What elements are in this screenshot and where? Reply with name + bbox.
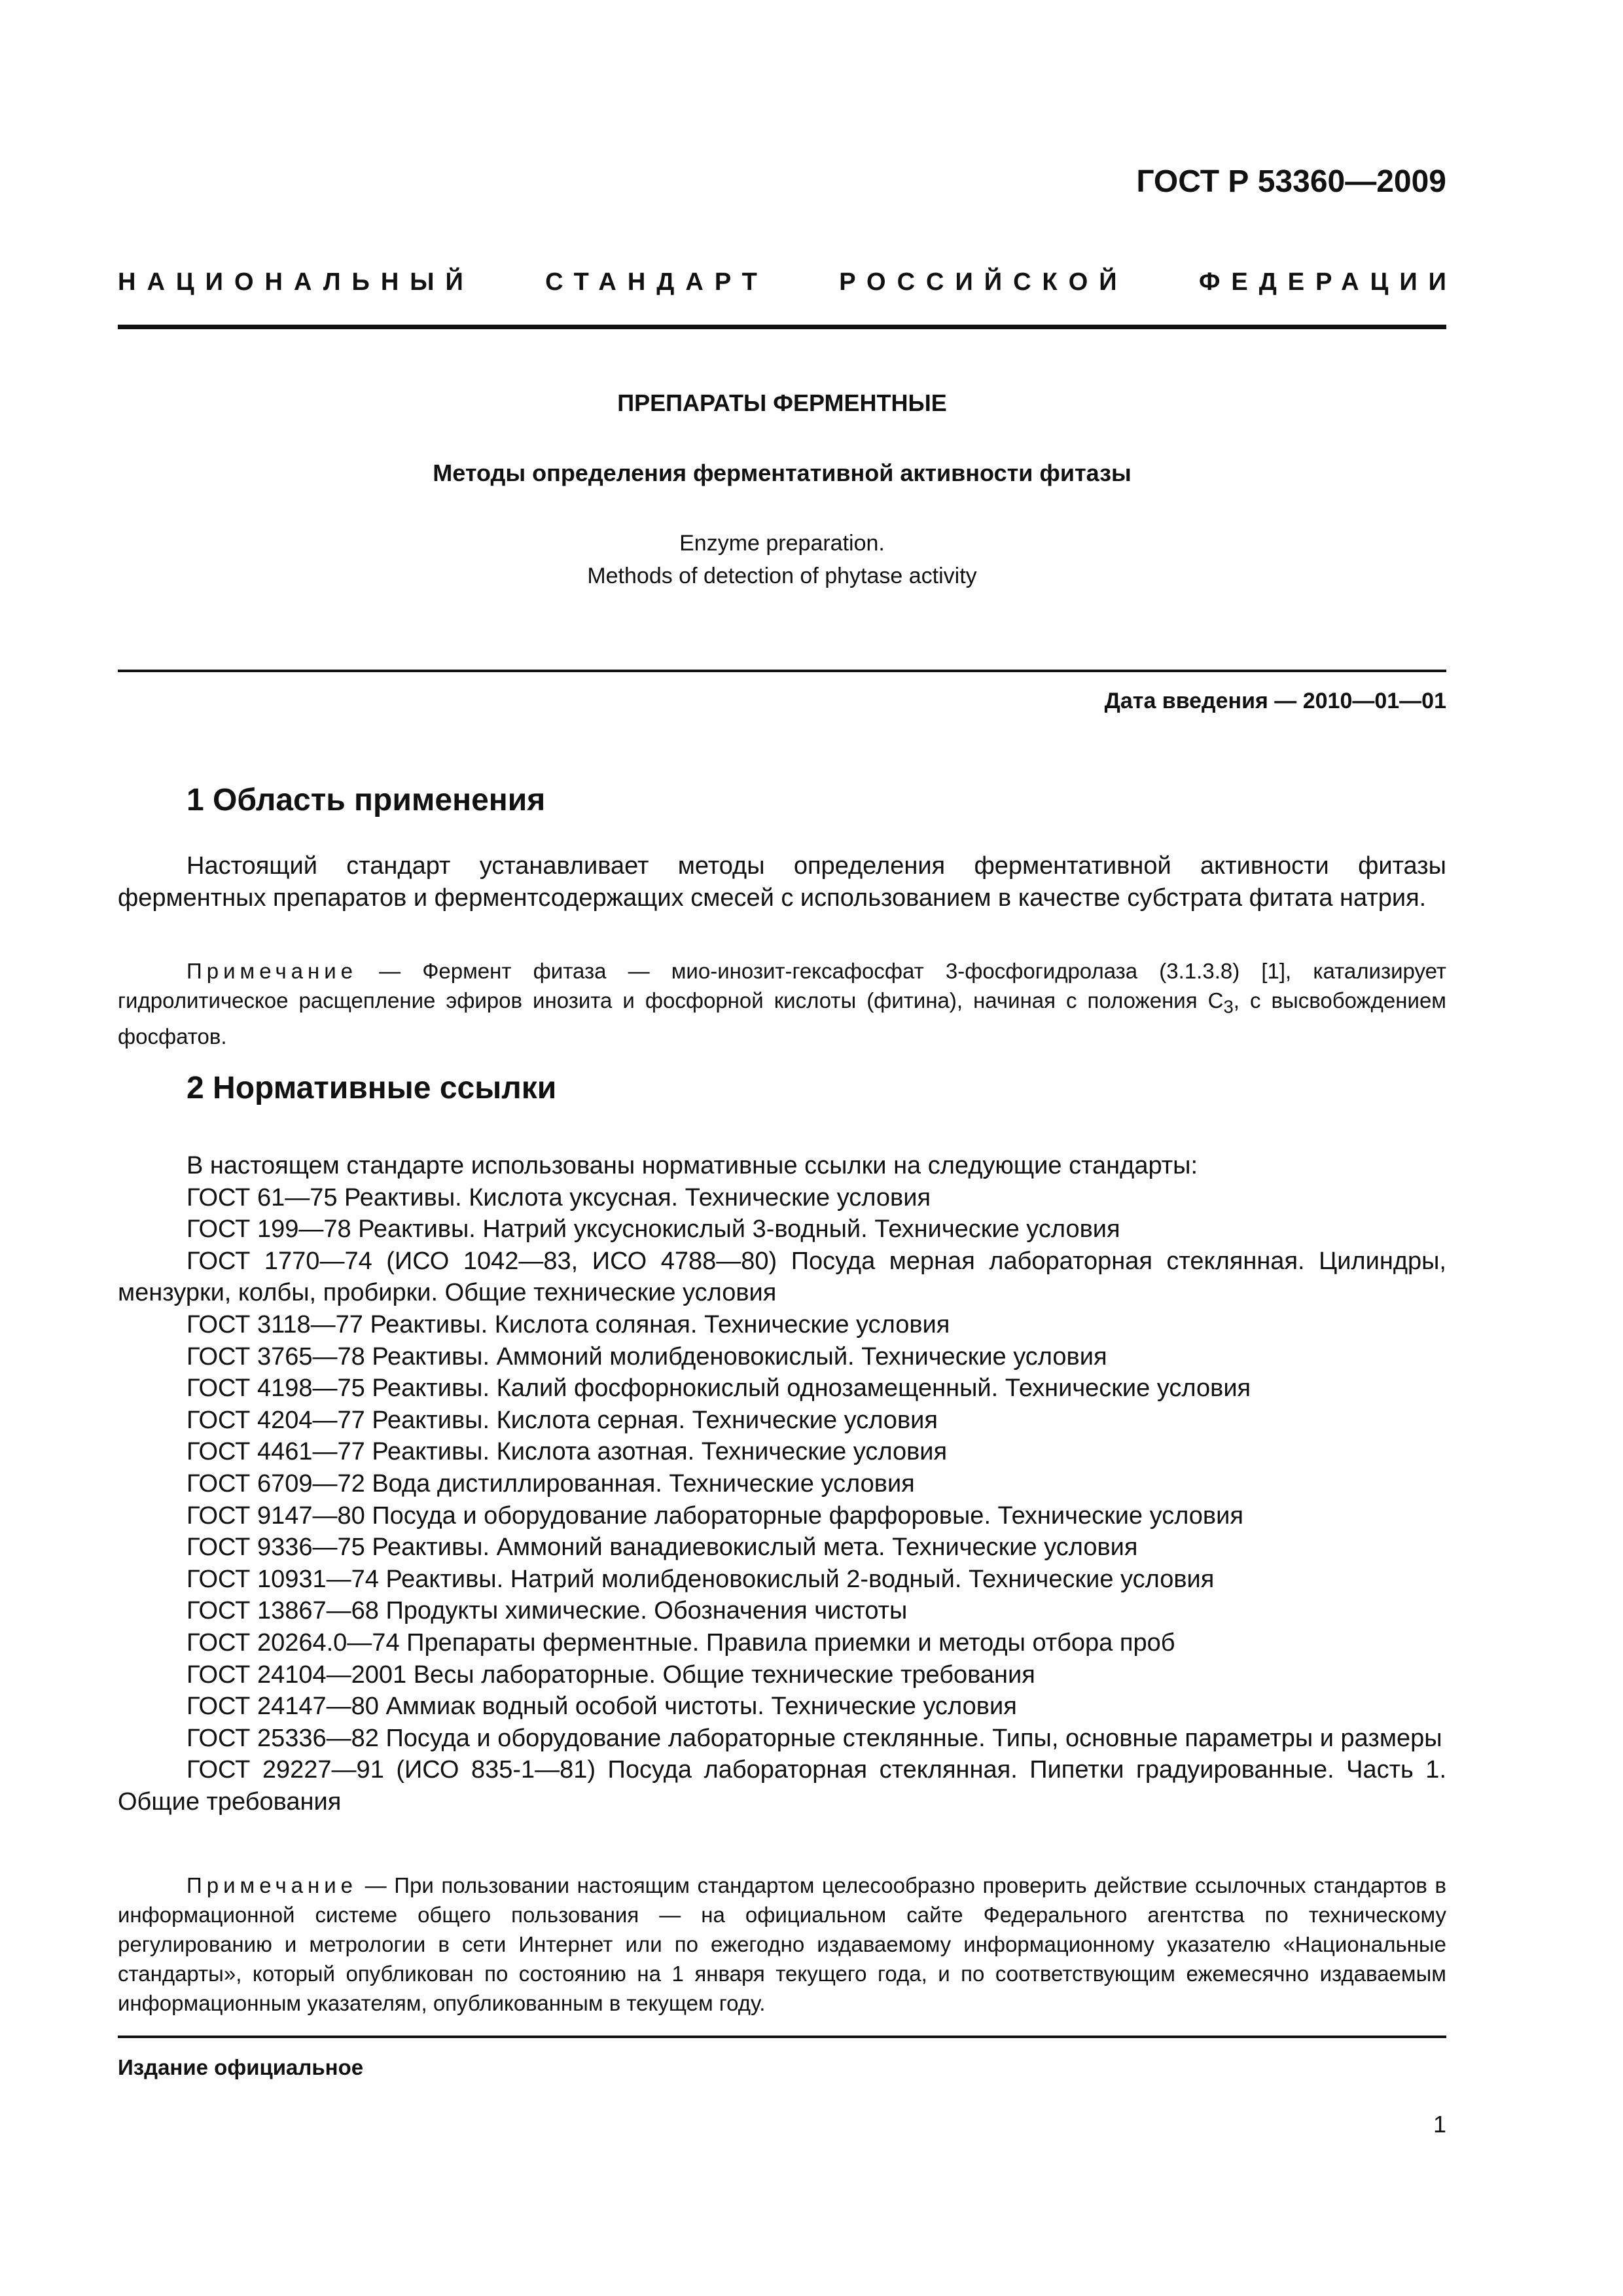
reference-item [118,1595,1446,1627]
reference-item [118,1627,1446,1659]
reference-item [118,1309,1446,1341]
reference-item [118,1659,1446,1691]
banner-word: РОССИЙСКОЙ [839,268,1128,296]
reference-code: ГОСТ 3118—77 [187,1310,363,1338]
english-title-line: Methods of detection of phytase activity [587,564,977,588]
reference-code: ГОСТ 4461—77 [187,1438,365,1466]
reference-title: Реактивы. Кислота серная. Технические условия [365,1406,938,1434]
footer-divider [118,2036,1446,2038]
reference-title: Вода дистиллированная. Технические условия [365,1469,915,1498]
reference-code: ГОСТ 6709—72 [187,1469,365,1498]
reference-item [118,1468,1446,1500]
reference-code: ГОСТ 24147—80 [187,1693,379,1721]
reference-title: Реактивы. Кислота азотная. Технические условия [365,1438,948,1466]
reference-code: ГОСТ 3765—78 [187,1342,365,1371]
reference-title: Реактивы. Аммоний ванадиевокислый мета. Технические условия [365,1534,1138,1562]
reference-title: Препараты ферментные. Правила приемки и методы отбора проб [399,1628,1175,1657]
reference-title: Реактивы. Кислота уксусная. Технические условия [337,1183,931,1211]
banner-word: СТАНДАРТ [545,268,768,296]
reference-title: Реактивы. Натрий молибденовокислый 2-водный. Технические условия [378,1565,1215,1593]
banner-word: ФЕДЕРАЦИИ [1198,268,1457,296]
section-2-heading: 2 Нормативные ссылки [187,1071,557,1105]
subscript: 3 [1223,996,1234,1017]
reference-item [118,1182,1446,1214]
reference-title: Реактивы. Калий фосфорнокислый однозамещенный. Технические условия [365,1374,1251,1403]
header-divider [118,325,1446,329]
reference-item [118,1723,1446,1755]
introduction-date: Дата введения — 2010—01—01 [1104,689,1446,713]
document-number: ГОСТ Р 53360—2009 [1136,164,1446,199]
banner-word: НАЦИОНАЛЬНЫЙ [118,268,474,296]
scope-note [118,956,1446,1051]
reference-title: Реактивы. Аммоний молибденовокислый. Технические условия [365,1342,1107,1371]
page-number: 1 [1433,2111,1446,2138]
reference-code: ГОСТ 25336—82 [187,1724,379,1752]
references-note [118,1871,1446,2018]
reference-code: ГОСТ 20264.0—74 [187,1628,400,1657]
reference-title: Реактивы. Натрий уксуснокислый 3-водный. Технические условия [351,1215,1120,1244]
reference-code: ГОСТ 24104—2001 [187,1660,407,1689]
reference-code: ГОСТ 9336—75 [187,1534,365,1562]
references-intro: В настоящем стандарте использованы нормативные ссылки на следующие стандарты: [187,1152,1198,1179]
section-1-heading: 1 Область применения [187,783,546,817]
reference-title: Реактивы. Кислота соляная. Технические условия [363,1310,950,1338]
reference-item [118,1213,1446,1246]
title-divider [118,670,1446,672]
note-text: , с высвобождением фосфатов. [118,988,1446,1049]
note-text: — Фермент фитаза — мио-инозит-гексафосфат 3-фосфогидролаза (3.1.3.8) [1], катализирует гидролитическое расщепление эфиров инозита и фосфорной кислоты (фитина), начиная с положения С [118,959,1446,1013]
reference-title: (ИСО 835-1—81) Посуда лабораторная стеклянная. Пипетки градуированные. Часть 1. Общие требования [118,1756,1446,1816]
reference-code: ГОСТ 1770—74 [187,1247,372,1275]
reference-item [118,1691,1446,1723]
reference-code: ГОСТ 10931—74 [187,1565,379,1593]
reference-item [118,1754,1446,1818]
reference-item [118,1372,1446,1405]
english-title-line: Enzyme preparation. [679,531,885,556]
reference-code: ГОСТ 4204—77 [187,1406,365,1434]
reference-item [118,1246,1446,1309]
reference-code: ГОСТ 13867—68 [187,1597,379,1625]
reference-title: (ИСО 1042—83, ИСО 4788—80) Посуда мерная лабораторная стеклянная. Цилиндры, мензурки, колбы, пробирки. Общие технические условия [118,1247,1446,1307]
document-title: ПРЕПАРАТЫ ФЕРМЕНТНЫЕ [617,389,947,416]
reference-title: Весы лабораторные. Общие технические требования [406,1660,1035,1689]
reference-item [118,1341,1446,1373]
note-label: Примечание [187,959,358,983]
national-standard-banner [118,268,1457,296]
reference-item [118,1532,1446,1564]
reference-item [118,1436,1446,1468]
reference-item [118,1564,1446,1596]
note-label: Примечание [187,1873,358,1897]
reference-code: ГОСТ 29227—91 [187,1756,384,1784]
references-list [118,1150,1446,1818]
reference-title: Аммиак водный особой чистоты. Технические условия [378,1693,1017,1721]
reference-title: Продукты химические. Обозначения чистоты [378,1597,908,1625]
reference-title: Посуда и оборудование лабораторные стеклянные. Типы, основные параметры и размеры [378,1724,1442,1752]
scope-paragraph: Настоящий стандарт устанавливает методы определения ферментативной активности фитазы ферментных препаратов и ферментсодержащих смесей с использованием в качестве субстрата фитата натрия. [118,852,1446,912]
note-text: — При пользовании настоящим стандартом целесообразно проверить действие ссылочных стандартов в информационной системе общего пользования — на официальном сайте Федерального агентства по техническому регулированию и метрологии в сети Интернет или по ежегодно издаваемому информационному указателю «Национальные стандарты», который опубликован по состоянию на 1 января текущего года, и по соответствующим ежемесячно издаваемым информационным указателям, опубликованным в текущем году. [118,1873,1446,2015]
reference-item [118,1500,1446,1532]
reference-code: ГОСТ 9147—80 [187,1501,365,1530]
reference-code: ГОСТ 61—75 [187,1183,338,1211]
reference-code: ГОСТ 4198—75 [187,1374,365,1403]
edition-label: Издание официальное [118,2055,364,2079]
english-title [118,527,1446,592]
reference-title: Посуда и оборудование лабораторные фарфоровые. Технические условия [365,1501,1243,1530]
document-subtitle: Методы определения ферментативной активности фитазы [433,459,1132,486]
reference-code: ГОСТ 199—78 [187,1215,351,1244]
reference-item [118,1405,1446,1437]
